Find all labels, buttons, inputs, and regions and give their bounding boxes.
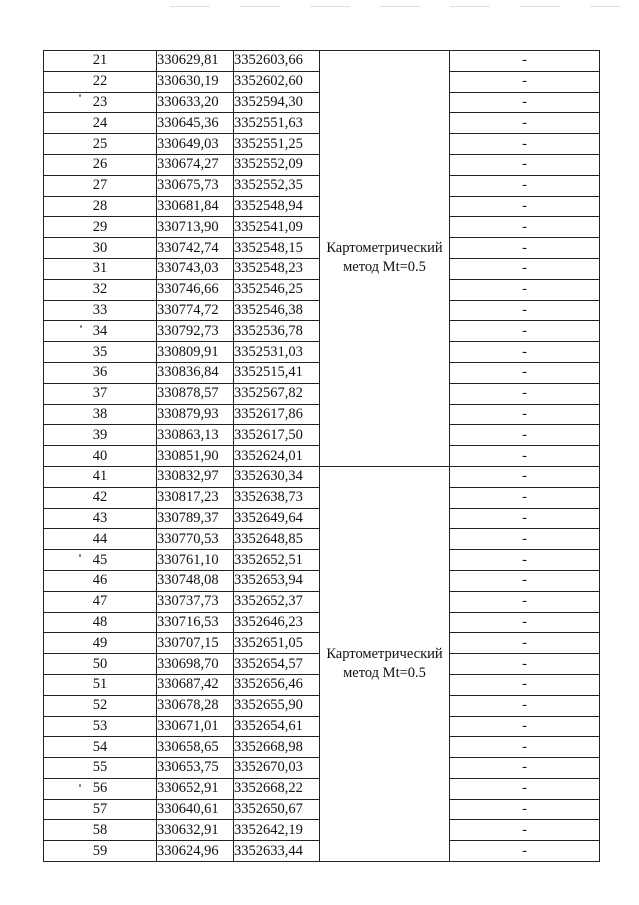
empty-value-cell: - [450,591,600,612]
y-coordinate-cell: 3352630,34 [234,466,320,487]
point-number-cell: 54 [44,737,157,758]
table-row [44,51,600,72]
scan-speck [79,554,81,557]
point-number-cell: 35 [44,342,157,363]
empty-value-cell: - [450,841,600,862]
x-coordinate-cell: 330624,96 [157,841,234,862]
empty-value-cell: - [450,425,600,446]
point-number-cell: 26 [44,154,157,175]
y-coordinate-cell: 3352652,37 [234,591,320,612]
empty-value-cell: - [450,446,600,467]
x-coordinate-cell: 330687,42 [157,674,234,695]
x-coordinate-cell: 330789,37 [157,508,234,529]
empty-value-cell: - [450,758,600,779]
empty-value-cell: - [450,258,600,279]
method-label-line2: метод Mt=0.5 [343,259,426,276]
point-number-cell: 24 [44,113,157,134]
x-coordinate-cell: 330851,90 [157,446,234,467]
empty-value-cell: - [450,92,600,113]
point-number-cell: 55 [44,758,157,779]
point-number-cell: 53 [44,716,157,737]
y-coordinate-cell: 3352638,73 [234,487,320,508]
y-coordinate-cell: 3352603,66 [234,51,320,72]
y-coordinate-cell: 3352633,44 [234,841,320,862]
point-number-cell: 38 [44,404,157,425]
y-coordinate-cell: 3352548,23 [234,258,320,279]
empty-value-cell: - [450,633,600,654]
y-coordinate-cell: 3352668,22 [234,778,320,799]
y-coordinate-cell: 3352546,25 [234,279,320,300]
point-number-cell: 51 [44,674,157,695]
empty-value-cell: - [450,51,600,72]
table-row [44,466,600,487]
empty-value-cell: - [450,737,600,758]
point-number-cell: 36 [44,362,157,383]
x-coordinate-cell: 330748,08 [157,570,234,591]
x-coordinate-cell: 330678,28 [157,695,234,716]
method-label-line2: метод Mt=0.5 [343,665,426,681]
scan-artifact-line [170,6,620,7]
empty-value-cell: - [450,404,600,425]
coordinates-table-body [44,51,600,862]
point-number-cell: 44 [44,529,157,550]
y-coordinate-cell: 3352650,67 [234,799,320,820]
x-coordinate-cell: 330746,66 [157,279,234,300]
empty-value-cell: - [450,71,600,92]
point-number-cell: 29 [44,217,157,238]
point-number-cell: 46 [44,570,157,591]
x-coordinate-cell: 330707,15 [157,633,234,654]
x-coordinate-cell: 330879,93 [157,404,234,425]
point-number-cell: 31 [44,258,157,279]
x-coordinate-cell: 330658,65 [157,737,234,758]
empty-value-cell: - [450,217,600,238]
y-coordinate-cell: 3352653,94 [234,570,320,591]
x-coordinate-cell: 330863,13 [157,425,234,446]
method-cell [320,466,450,861]
y-coordinate-cell: 3352602,60 [234,71,320,92]
y-coordinate-cell: 3352624,01 [234,446,320,467]
method-cell [320,51,450,467]
empty-value-cell: - [450,154,600,175]
y-coordinate-cell: 3352536,78 [234,321,320,342]
point-number-cell: 22 [44,71,157,92]
point-number-cell: 37 [44,383,157,404]
point-number-cell: 58 [44,820,157,841]
point-number-cell: 23 [44,92,157,113]
point-number-cell: 56 [44,778,157,799]
x-coordinate-cell: 330674,27 [157,154,234,175]
y-coordinate-cell: 3352617,86 [234,404,320,425]
y-coordinate-cell: 3352670,03 [234,758,320,779]
y-coordinate-cell: 3352551,25 [234,134,320,155]
empty-value-cell: - [450,654,600,675]
y-coordinate-cell: 3352652,51 [234,550,320,571]
point-number-cell: 47 [44,591,157,612]
empty-value-cell: - [450,529,600,550]
y-coordinate-cell: 3352651,05 [234,633,320,654]
empty-value-cell: - [450,321,600,342]
empty-value-cell: - [450,300,600,321]
y-coordinate-cell: 3352567,82 [234,383,320,404]
x-coordinate-cell: 330743,03 [157,258,234,279]
empty-value-cell: - [450,508,600,529]
y-coordinate-cell: 3352655,90 [234,695,320,716]
x-coordinate-cell: 330809,91 [157,342,234,363]
x-coordinate-cell: 330774,72 [157,300,234,321]
point-number-cell: 28 [44,196,157,217]
y-coordinate-cell: 3352552,09 [234,154,320,175]
point-number-cell: 39 [44,425,157,446]
y-coordinate-cell: 3352668,98 [234,737,320,758]
point-number-cell: 45 [44,550,157,571]
empty-value-cell: - [450,113,600,134]
empty-value-cell: - [450,466,600,487]
point-number-cell: 32 [44,279,157,300]
scan-speck [79,94,81,97]
x-coordinate-cell: 330629,81 [157,51,234,72]
point-number-cell: 40 [44,446,157,467]
point-number-cell: 49 [44,633,157,654]
y-coordinate-cell: 3352656,46 [234,674,320,695]
x-coordinate-cell: 330737,73 [157,591,234,612]
empty-value-cell: - [450,279,600,300]
x-coordinate-cell: 330645,36 [157,113,234,134]
x-coordinate-cell: 330698,70 [157,654,234,675]
x-coordinate-cell: 330742,74 [157,238,234,259]
x-coordinate-cell: 330640,61 [157,799,234,820]
empty-value-cell: - [450,134,600,155]
point-number-cell: 30 [44,238,157,259]
x-coordinate-cell: 330716,53 [157,612,234,633]
point-number-cell: 50 [44,654,157,675]
empty-value-cell: - [450,550,600,571]
point-number-cell: 52 [44,695,157,716]
x-coordinate-cell: 330630,19 [157,71,234,92]
point-number-cell: 34 [44,321,157,342]
x-coordinate-cell: 330817,23 [157,487,234,508]
y-coordinate-cell: 3352646,23 [234,612,320,633]
empty-value-cell: - [450,695,600,716]
x-coordinate-cell: 330633,20 [157,92,234,113]
y-coordinate-cell: 3352594,30 [234,92,320,113]
x-coordinate-cell: 330878,57 [157,383,234,404]
x-coordinate-cell: 330792,73 [157,321,234,342]
empty-value-cell: - [450,799,600,820]
empty-value-cell: - [450,383,600,404]
y-coordinate-cell: 3352649,64 [234,508,320,529]
scan-speck [79,784,81,787]
y-coordinate-cell: 3352648,85 [234,529,320,550]
x-coordinate-cell: 330649,03 [157,134,234,155]
point-number-cell: 21 [44,51,157,72]
empty-value-cell: - [450,175,600,196]
y-coordinate-cell: 3352546,38 [234,300,320,321]
y-coordinate-cell: 3352541,09 [234,217,320,238]
empty-value-cell: - [450,362,600,383]
x-coordinate-cell: 330832,97 [157,466,234,487]
x-coordinate-cell: 330653,75 [157,758,234,779]
x-coordinate-cell: 330652,91 [157,778,234,799]
point-number-cell: 41 [44,466,157,487]
scan-speck [80,325,82,328]
empty-value-cell: - [450,674,600,695]
empty-value-cell: - [450,342,600,363]
x-coordinate-cell: 330632,91 [157,820,234,841]
empty-value-cell: - [450,487,600,508]
method-label-line1: Картометрический [326,646,443,662]
x-coordinate-cell: 330761,10 [157,550,234,571]
empty-value-cell: - [450,778,600,799]
x-coordinate-cell: 330681,84 [157,196,234,217]
point-number-cell: 59 [44,841,157,862]
y-coordinate-cell: 3352515,41 [234,362,320,383]
point-number-cell: 42 [44,487,157,508]
point-number-cell: 25 [44,134,157,155]
method-label-line1: Картометрический [326,240,443,257]
empty-value-cell: - [450,196,600,217]
empty-value-cell: - [450,612,600,633]
y-coordinate-cell: 3352654,61 [234,716,320,737]
x-coordinate-cell: 330675,73 [157,175,234,196]
point-number-cell: 27 [44,175,157,196]
empty-value-cell: - [450,570,600,591]
y-coordinate-cell: 3352654,57 [234,654,320,675]
x-coordinate-cell: 330713,90 [157,217,234,238]
point-number-cell: 48 [44,612,157,633]
y-coordinate-cell: 3352551,63 [234,113,320,134]
y-coordinate-cell: 3352548,15 [234,238,320,259]
x-coordinate-cell: 330836,84 [157,362,234,383]
y-coordinate-cell: 3352552,35 [234,175,320,196]
empty-value-cell: - [450,716,600,737]
x-coordinate-cell: 330770,53 [157,529,234,550]
y-coordinate-cell: 3352617,50 [234,425,320,446]
y-coordinate-cell: 3352642,19 [234,820,320,841]
point-number-cell: 33 [44,300,157,321]
point-number-cell: 43 [44,508,157,529]
empty-value-cell: - [450,820,600,841]
empty-value-cell: - [450,238,600,259]
x-coordinate-cell: 330671,01 [157,716,234,737]
coordinates-table [43,50,600,862]
y-coordinate-cell: 3352548,94 [234,196,320,217]
y-coordinate-cell: 3352531,03 [234,342,320,363]
point-number-cell: 57 [44,799,157,820]
